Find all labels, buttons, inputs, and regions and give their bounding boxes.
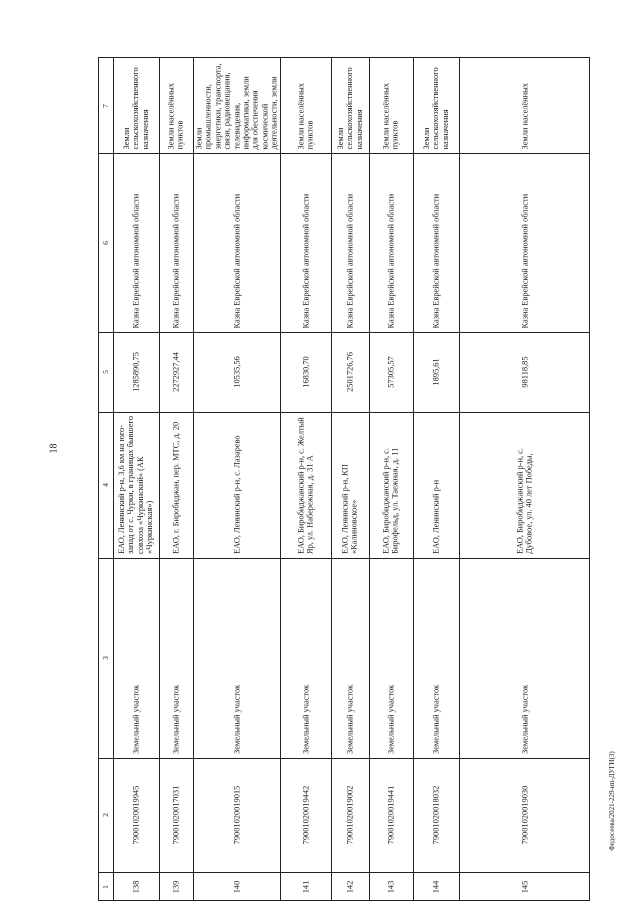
- table-cell-n: [331, 872, 369, 901]
- table-cell-cost-text: 98118,85: [520, 356, 530, 388]
- table-cell-cad-text: 79001020017031: [171, 785, 181, 845]
- table-cell-address: [280, 412, 331, 558]
- table-cell-n: [113, 872, 159, 901]
- table-cell-cad-text: 79001020019015: [231, 785, 241, 845]
- table-cell-n-text: 141: [300, 880, 310, 894]
- table-cell-n: [459, 872, 590, 901]
- table-cell-owner: [459, 153, 590, 332]
- table-cell-address-text: ЕАО, г. Биробиджан, пер. МТС, д. 20: [171, 421, 181, 554]
- header-cell-text: 1: [100, 885, 110, 889]
- table-cell-address-text: ЕАО, Биробиджанский р-н, с. Желтый Яр, ул. Набережная, д. 31 А: [296, 417, 315, 554]
- header-cell-text: 5: [100, 370, 110, 374]
- header-cell: [99, 558, 113, 758]
- table-cell-category: [280, 58, 331, 153]
- header-cell-text: 2: [100, 813, 110, 817]
- table-cell-cost-text: 10535,56: [231, 356, 241, 388]
- table-cell-address-text: ЕАО, Ленинский р-н: [431, 479, 441, 554]
- table-cell-owner: [280, 153, 331, 332]
- header-cell-text: 6: [100, 240, 110, 245]
- header-cell: [99, 58, 113, 153]
- header-cell-text: 7: [100, 103, 110, 108]
- table-cell-n-text: 144: [431, 880, 441, 894]
- table-cell-n-text: 143: [386, 880, 396, 894]
- table-cell-type-text: Земельный участок: [345, 684, 355, 754]
- table-cell-type-text: Земельный участок: [431, 684, 441, 754]
- table-cell-type-text: Земельный участок: [520, 684, 530, 754]
- table-cell-owner-text: Казна Еврейской автономной области: [131, 193, 141, 328]
- table-cell-address: [413, 412, 459, 558]
- table-cell-type-text: Земельный участок: [131, 684, 141, 754]
- table-cell-n: [369, 872, 413, 901]
- table-cell-address-text: ЕАО, Ленинский р-н, с. Лазарево: [231, 435, 241, 554]
- table-cell-n-text: 142: [345, 880, 355, 894]
- table-cell-n-text: 139: [171, 880, 181, 894]
- header-cell-text: 3: [100, 656, 110, 660]
- table-cell-n-text: 140: [231, 880, 241, 894]
- table-cell-cad-text: 79001020018032: [431, 785, 441, 845]
- table-cell-n-text: 138: [131, 880, 141, 894]
- table-cell-n: [159, 872, 193, 901]
- table-cell-type: [193, 558, 280, 758]
- table-cell-category-text: Земли населённых пунктов: [166, 82, 185, 149]
- header-cell: [99, 758, 113, 872]
- header-cell: [99, 872, 113, 901]
- table-cell-cost: [459, 332, 590, 412]
- table-cell-cost-text: 16830,70: [300, 356, 310, 388]
- table-cell-cad: [413, 758, 459, 872]
- table-cell-category-text: Земли населённых пунктов: [381, 82, 400, 149]
- table-cell-category: [369, 58, 413, 153]
- table-cell-owner-text: Казна Еврейской автономной области: [231, 193, 241, 328]
- header-cell-text: 4: [100, 483, 110, 487]
- table-cell-owner: [193, 153, 280, 332]
- table-cell-type: [331, 558, 369, 758]
- table-cell-owner: [113, 153, 159, 332]
- table-cell-category-text: Земли сельскохозяйственного назначения: [121, 66, 150, 149]
- table-cell-cad: [113, 758, 159, 872]
- table-cell-category-text: Земли сельскохозяйственного назначения: [421, 66, 450, 149]
- table-cell-type-text: Земельный участок: [171, 684, 181, 754]
- table-cell-address: [113, 412, 159, 558]
- table-cell-cost-text: 2501726,76: [345, 352, 355, 392]
- table-cell-n-text: 145: [520, 880, 530, 894]
- table-cell-cost: [113, 332, 159, 412]
- table-cell-address-text: ЕАО, Ленинский р-н, КП «Калиновское»: [340, 464, 359, 554]
- registry-table: [98, 57, 590, 901]
- table-cell-owner: [413, 153, 459, 332]
- table-cell-category-text: Земли промышленности, энергетики, транспорта, связи, радиовещания, телевидения, информатики, земли для обеспечения космической деятельности, земли: [194, 62, 279, 149]
- table-cell-cad-text: 79001020019442: [300, 785, 310, 845]
- table-cell-category-text: Земли населённых пунктов: [296, 82, 315, 149]
- table-cell-address: [459, 412, 590, 558]
- table-cell-cost: [280, 332, 331, 412]
- table-cell-cost-text: 1895,61: [431, 358, 441, 386]
- table-cell-category: [113, 58, 159, 153]
- table-cell-cad: [459, 758, 590, 872]
- table-cell-cost: [159, 332, 193, 412]
- table-cell-cad-text: 79001020019030: [520, 785, 530, 845]
- table-cell-cost: [369, 332, 413, 412]
- table-cell-cad: [193, 758, 280, 872]
- table-cell-cad: [331, 758, 369, 872]
- table-cell-address: [369, 412, 413, 558]
- table-cell-category-text: Земли сельскохозяйственного назначения: [335, 66, 364, 149]
- header-cell: [99, 412, 113, 558]
- table-cell-type: [459, 558, 590, 758]
- table-cell-type-text: Земельный участок: [300, 684, 310, 754]
- table-cell-n: [193, 872, 280, 901]
- table-cell-cost: [193, 332, 280, 412]
- table-cell-owner-text: Казна Еврейской автономной области: [300, 193, 310, 328]
- table-cell-owner-text: Казна Еврейской автономной области: [171, 193, 181, 328]
- table-cell-address-text: ЕАО, Биробиджанский р-н, с. Бирофельд, ул. Таежная, д. 11: [381, 447, 400, 554]
- table-cell-address-text: ЕАО, Биробиджанский р-н, с. Дубовое, ул. 40 лет Победы,: [515, 448, 534, 554]
- table-cell-type: [280, 558, 331, 758]
- table-cell-owner: [369, 153, 413, 332]
- table-cell-owner: [159, 153, 193, 332]
- table-cell-owner-text: Казна Еврейской автономной области: [345, 193, 355, 328]
- table-cell-address: [159, 412, 193, 558]
- table-cell-cad: [159, 758, 193, 872]
- table-cell-type: [113, 558, 159, 758]
- table-cell-address: [193, 412, 280, 558]
- table-cell-cad: [280, 758, 331, 872]
- table-cell-category: [459, 58, 590, 153]
- table-cell-category-text: Земли населённых: [520, 82, 530, 149]
- table-cell-cost: [413, 332, 459, 412]
- table-cell-category: [159, 58, 193, 153]
- table-cell-cost-text: 57305,57: [386, 356, 396, 388]
- table-cell-category: [193, 58, 280, 153]
- table-cell-cost: [331, 332, 369, 412]
- page-number: 18: [48, 443, 60, 453]
- table-cell-cad-text: 79001020019945: [131, 785, 141, 845]
- table-cell-address: [331, 412, 369, 558]
- table-cell-cad-text: 79001020019002: [345, 785, 355, 845]
- header-cell: [99, 153, 113, 332]
- table-cell-category: [331, 58, 369, 153]
- table-cell-n: [413, 872, 459, 901]
- table-cell-address-text: ЕАО, Ленинский р-н, 3,6 км на юго-запад от с. Чурки, в границах бывшего совхоза «Чуркинский» (АК «Чуркинская»): [117, 415, 155, 554]
- table-cell-type-text: Земельный участок: [231, 684, 241, 754]
- footer-stamp: Федосеева/2021-229-ип-ДУГИ(3): [608, 751, 616, 851]
- header-cell: [99, 332, 113, 412]
- table-cell-cost-text: 2272927,44: [171, 352, 181, 392]
- table-cell-type-text: Земельный участок: [386, 684, 396, 754]
- table-cell-category: [413, 58, 459, 153]
- table-cell-owner-text: Казна Еврейской автономной области: [431, 193, 441, 328]
- table-cell-n: [280, 872, 331, 901]
- table-cell-type: [369, 558, 413, 758]
- table-cell-type: [159, 558, 193, 758]
- table-cell-type: [413, 558, 459, 758]
- table-cell-owner-text: Казна Еврейской автономной области: [520, 193, 530, 328]
- table-cell-owner: [331, 153, 369, 332]
- table-cell-cad: [369, 758, 413, 872]
- table-cell-owner-text: Казна Еврейской автономной области: [386, 193, 396, 328]
- table-cell-cad-text: 79001020019441: [386, 785, 396, 845]
- table-cell-cost-text: 1285890,75: [131, 352, 141, 392]
